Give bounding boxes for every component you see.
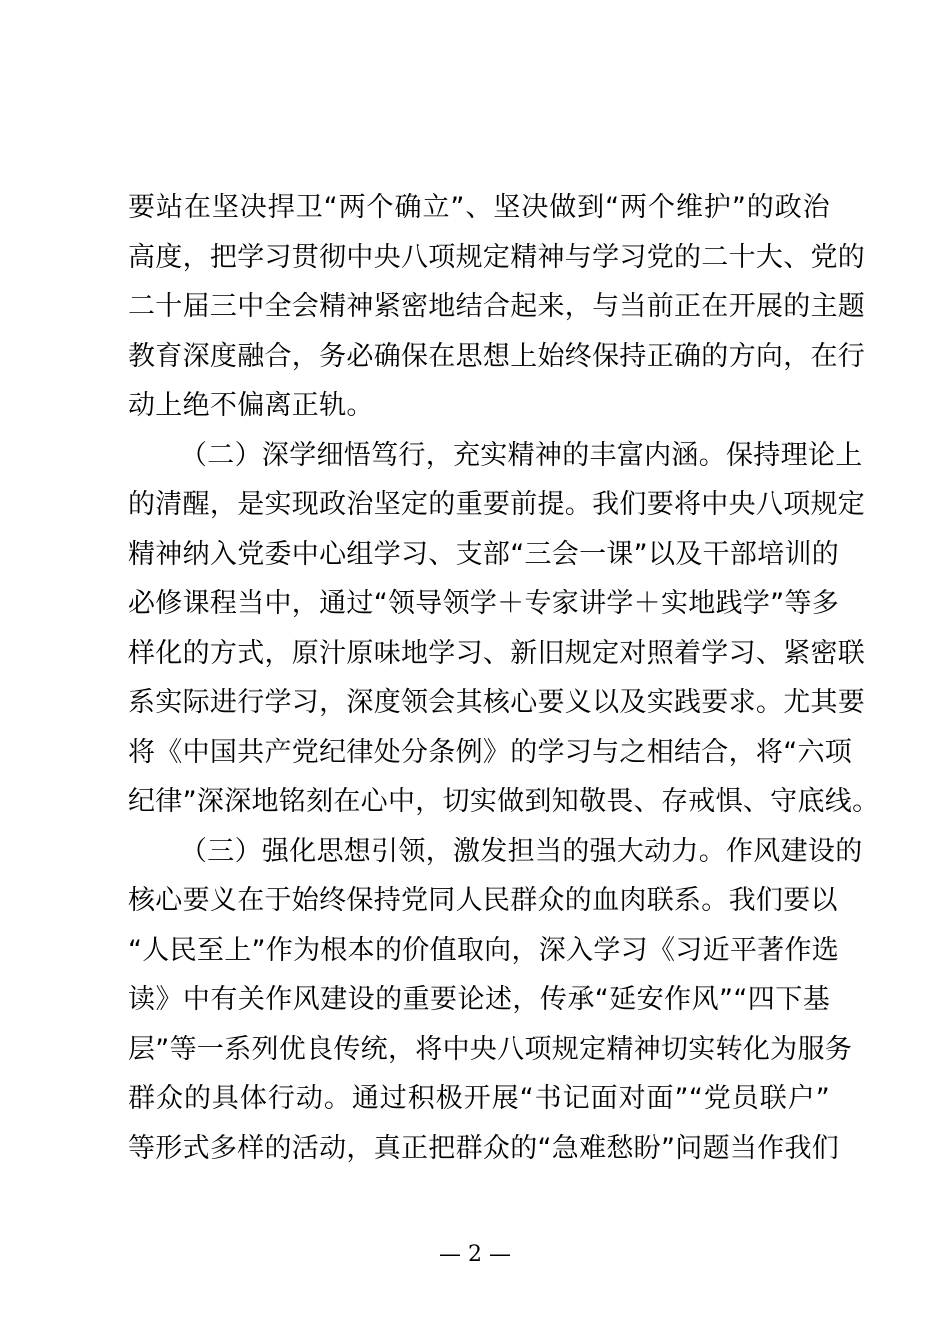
text-line: 动上绝不偏离正轨。 [128,390,374,421]
text-line: 核心要义在于始终保持党同人民群众的血肉联系。我们要以 [128,885,838,916]
paragraph-heading-line: （二）深学细悟笃行，充实精神的丰富内涵。保持理论上 [180,439,863,471]
text-line: 样化的方式，原汁原味地学习、新旧规定对照着学习、紧密联 [128,637,866,669]
text-line: 精神纳入党委中心组学习、支部“三会一课”以及干部培训的 [128,538,840,570]
text-line: “人民至上”作为根本的价值取向，深入学习《习近平著作选 [128,934,840,966]
body-text [128,183,880,1173]
text-line: 教育深度融合，务必确保在思想上始终保持正确的方向，在行 [128,340,866,372]
text-line: 高度，把学习贯彻中央八项规定精神与学习党的二十大、党的 [128,241,866,273]
text-line: 必修课程当中，通过“领导领学＋专家讲学＋实地践学”等多 [128,588,840,619]
text-line: 读》中有关作风建设的重要论述，传承“延安作风”“四下基 [128,984,830,1015]
text-line: 等形式多样的活动，真正把群众的“急难愁盼”问题当作我们 [128,1132,840,1164]
text-line: 纪律”深深地铭刻在心中，切实做到知敬畏、存戒惧、守底线。 [128,786,880,817]
text-line: 要站在坚决捍卫“两个确立”、坚决做到“两个维护”的政治 [128,192,830,223]
text-line: 层”等一系列优良传统，将中央八项规定精神切实转化为服务 [128,1033,853,1065]
page-number: — 2 — [439,1242,511,1267]
text-line: 的清醒，是实现政治坚定的重要前提。我们要将中央八项规定 [128,489,866,520]
text-line: 二十届三中全会精神紧密地结合起来，与当前正在开展的主题 [128,291,866,322]
text-line: 系实际进行学习，深度领会其核心要义以及实践要求。尤其要 [128,687,866,718]
text-line: 将《中国共产党纪律处分条例》的学习与之相结合，将“六项 [128,736,853,768]
text-line: 群众的具体行动。通过积极开展“书记面对面”“党员联户” [128,1083,830,1114]
paragraph-heading-line: （三）强化思想引领，激发担当的强大动力。作风建设的 [180,835,863,867]
